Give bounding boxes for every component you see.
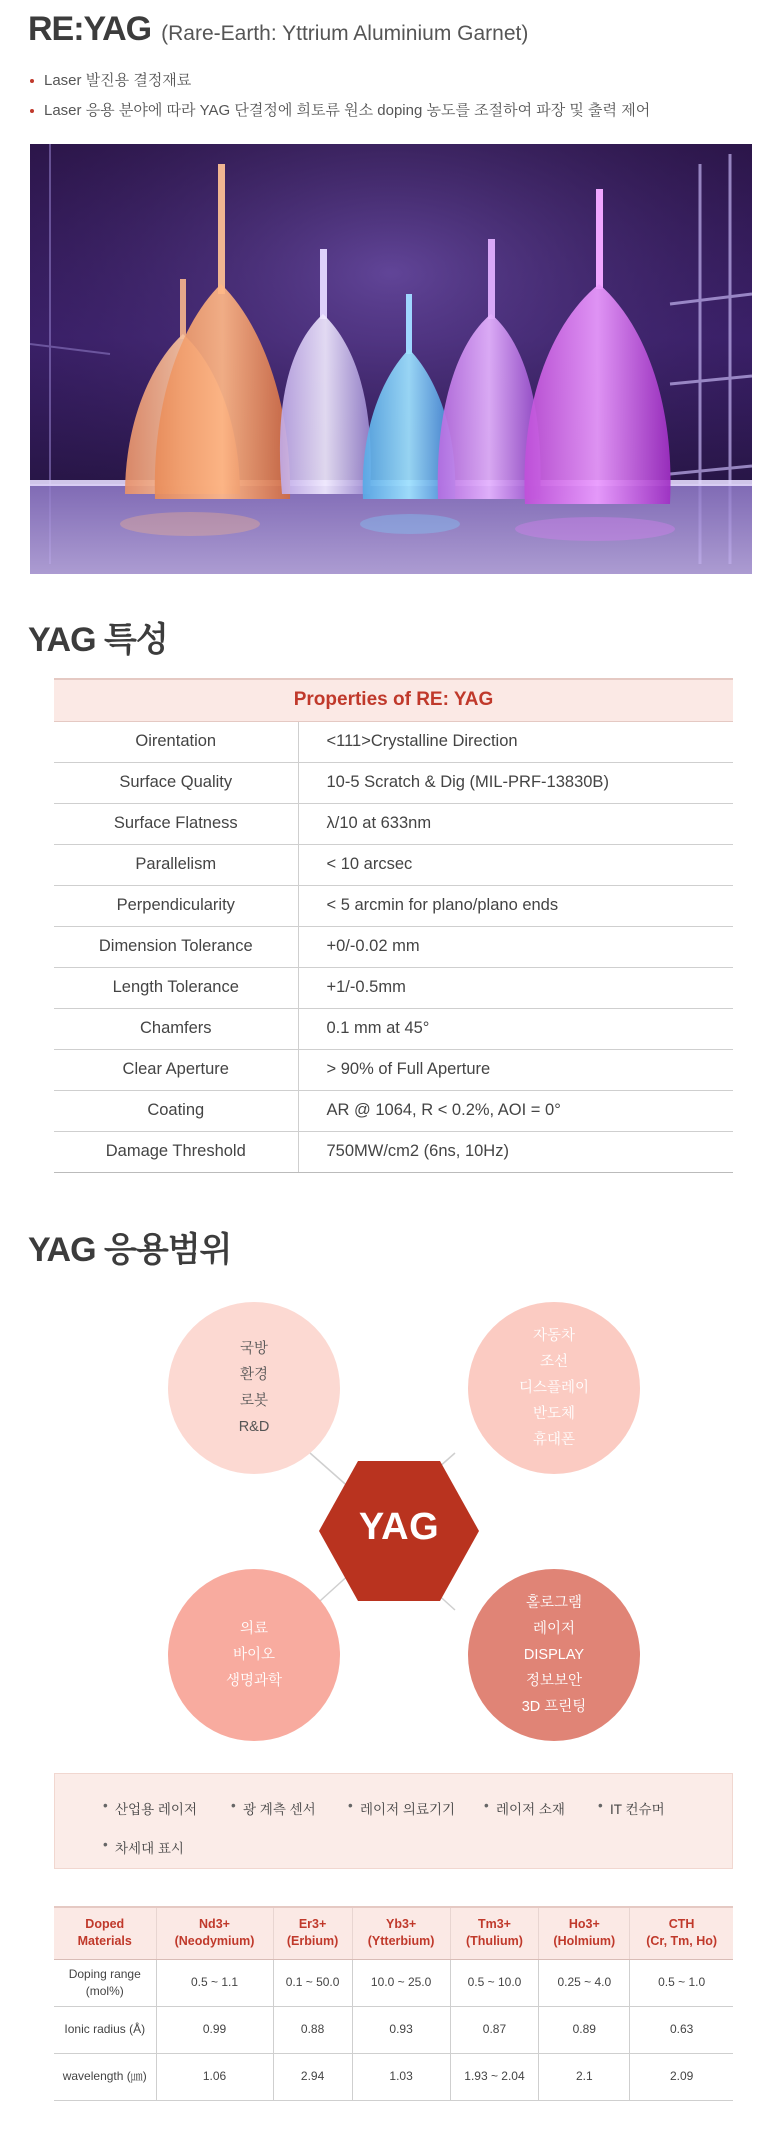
property-value: +1/-0.5mm xyxy=(298,967,733,1008)
table-cell: 0.87 xyxy=(450,2006,539,2053)
property-name: Chamfers xyxy=(54,1008,298,1049)
table-row xyxy=(54,844,733,885)
property-name: Damage Threshold xyxy=(54,1131,298,1172)
circle-medical-bio xyxy=(168,1569,340,1741)
property-value: λ/10 at 633nm xyxy=(298,803,733,844)
column-header xyxy=(352,1907,450,1959)
table-row xyxy=(54,1959,733,2006)
property-name: Surface Quality xyxy=(54,762,298,803)
table-cell: 0.93 xyxy=(352,2006,450,2053)
table-cell: 0.5 ~ 1.0 xyxy=(630,1959,733,2006)
column-header-label: CTH (Cr, Tm, Ho) xyxy=(646,1917,718,1949)
table-cell: 0.1 ~ 50.0 xyxy=(273,1959,352,2006)
circle-item: 반도체 xyxy=(532,1406,576,1422)
property-value: <111>Crystalline Direction xyxy=(298,721,733,762)
circle-automotive-display xyxy=(468,1302,640,1474)
bullet-item: Laser 발진용 결정재료 xyxy=(30,66,650,96)
circle-item: 조선 xyxy=(539,1354,568,1370)
table-row xyxy=(54,721,733,762)
table-cell: 0.99 xyxy=(156,2006,273,2053)
circle-defense-environment xyxy=(168,1302,340,1474)
table-row xyxy=(54,1131,733,1172)
table-cell: 0.5 ~ 1.1 xyxy=(156,1959,273,2006)
list-item: • 레이저 소재 xyxy=(484,1798,565,1818)
column-header xyxy=(450,1907,539,1959)
circle-item: 3D 프린팅 xyxy=(521,1699,587,1715)
row-label: Ionic radius (Å) xyxy=(54,2006,156,2053)
circle-hologram-laser xyxy=(468,1569,640,1741)
circle-item: DISPLAY xyxy=(523,1647,585,1663)
page-title: RE:YAG xyxy=(28,10,152,48)
page-header xyxy=(28,10,528,49)
property-value: 0.1 mm at 45° xyxy=(298,1008,733,1049)
circle-item: 디스플레이 xyxy=(518,1380,590,1396)
column-header-label: Yb3+ (Ytterbium) xyxy=(367,1917,435,1949)
application-list-box xyxy=(54,1773,733,1869)
circle-item: 휴대폰 xyxy=(532,1432,576,1448)
table-row xyxy=(54,1008,733,1049)
property-name: Length Tolerance xyxy=(54,967,298,1008)
yag-crystals-photo xyxy=(30,144,752,574)
table-cell: 2.1 xyxy=(539,2053,630,2100)
property-value: < 5 arcmin for plano/plano ends xyxy=(298,885,733,926)
table-row xyxy=(54,1049,733,1090)
property-name: Coating xyxy=(54,1090,298,1131)
property-value: AR @ 1064, R < 0.2%, AOI = 0° xyxy=(298,1090,733,1131)
circle-item: 의료 xyxy=(239,1621,268,1637)
circle-item: 바이오 xyxy=(232,1647,276,1663)
property-value: 10-5 Scratch & Dig (MIL-PRF-13830B) xyxy=(298,762,733,803)
circle-item: 정보보안 xyxy=(525,1673,583,1689)
table-cell: 1.06 xyxy=(156,2053,273,2100)
property-name: Perpendicularity xyxy=(54,885,298,926)
row-label: wavelength (㎛) xyxy=(54,2053,156,2100)
list-item: • IT 컨슈머 xyxy=(598,1798,665,1818)
table-cell: 0.25 ~ 4.0 xyxy=(539,1959,630,2006)
table-row xyxy=(54,1090,733,1131)
circle-item: R&D xyxy=(238,1419,270,1435)
row-label: Doping range (mol%) xyxy=(54,1959,156,2006)
table-row xyxy=(54,762,733,803)
circle-item: 홀로그램 xyxy=(525,1595,583,1611)
table-cell: 0.89 xyxy=(539,2006,630,2053)
property-value: +0/-0.02 mm xyxy=(298,926,733,967)
property-name: Dimension Tolerance xyxy=(54,926,298,967)
column-header-label: Doped Materials xyxy=(77,1917,132,1949)
property-name: Clear Aperture xyxy=(54,1049,298,1090)
list-item: • 레이저 의료기기 xyxy=(348,1798,455,1818)
table-row xyxy=(54,967,733,1008)
applications-diagram xyxy=(0,1290,765,1760)
property-value: < 10 arcsec xyxy=(298,844,733,885)
properties-section-title: YAG 특성 xyxy=(28,621,168,659)
list-item: • 차세대 표시 xyxy=(103,1837,184,1857)
table-cell: 0.63 xyxy=(630,2006,733,2053)
property-value: > 90% of Full Aperture xyxy=(298,1049,733,1090)
properties-table xyxy=(54,678,733,1173)
doped-materials-table xyxy=(54,1906,733,2101)
applications-section-title: YAG 응용범위 xyxy=(28,1231,232,1269)
page-subtitle: (Rare-Earth: Yttrium Aluminium Garnet) xyxy=(161,22,529,45)
property-value: 750MW/cm2 (6ns, 10Hz) xyxy=(298,1131,733,1172)
column-header xyxy=(630,1907,733,1959)
column-header xyxy=(539,1907,630,1959)
properties-table-header: Properties of RE: YAG xyxy=(54,679,733,721)
column-header-label: Ho3+ (Holmium) xyxy=(553,1917,616,1949)
bullet-item: Laser 응용 분야에 따라 YAG 단결정에 희토류 원소 doping 농도를 조절하여 파장 및 출력 제어 xyxy=(30,96,650,126)
table-cell: 2.94 xyxy=(273,2053,352,2100)
column-header xyxy=(156,1907,273,1959)
column-header-label: Tm3+ (Thulium) xyxy=(466,1917,523,1949)
intro-bullets xyxy=(30,66,650,126)
circle-item: 레이저 xyxy=(532,1621,576,1637)
table-row xyxy=(54,885,733,926)
circle-item: 환경 xyxy=(239,1367,268,1383)
list-item: • 광 계측 센서 xyxy=(231,1798,316,1818)
table-cell: 2.09 xyxy=(630,2053,733,2100)
property-name: Surface Flatness xyxy=(54,803,298,844)
table-row xyxy=(54,2053,733,2100)
table-row xyxy=(54,926,733,967)
column-header xyxy=(273,1907,352,1959)
yag-center-label: YAG xyxy=(358,1506,440,1548)
list-item: • 산업용 레이저 xyxy=(103,1798,197,1818)
table-cell: 1.93 ~ 2.04 xyxy=(450,2053,539,2100)
column-header-label: Nd3+ (Neodymium) xyxy=(174,1917,255,1949)
property-name: Oirentation xyxy=(54,721,298,762)
column-header-label: Er3+ (Erbium) xyxy=(286,1917,339,1949)
table-cell: 10.0 ~ 25.0 xyxy=(352,1959,450,2006)
table-cell: 1.03 xyxy=(352,2053,450,2100)
circle-item: 국방 xyxy=(239,1341,268,1357)
circle-item: 자동차 xyxy=(532,1328,576,1344)
table-cell: 0.88 xyxy=(273,2006,352,2053)
circle-item: 로봇 xyxy=(239,1393,268,1409)
table-cell: 0.5 ~ 10.0 xyxy=(450,1959,539,2006)
circle-item: 생명과학 xyxy=(225,1673,283,1689)
column-header xyxy=(54,1907,156,1959)
table-row xyxy=(54,2006,733,2053)
table-row xyxy=(54,803,733,844)
property-name: Parallelism xyxy=(54,844,298,885)
